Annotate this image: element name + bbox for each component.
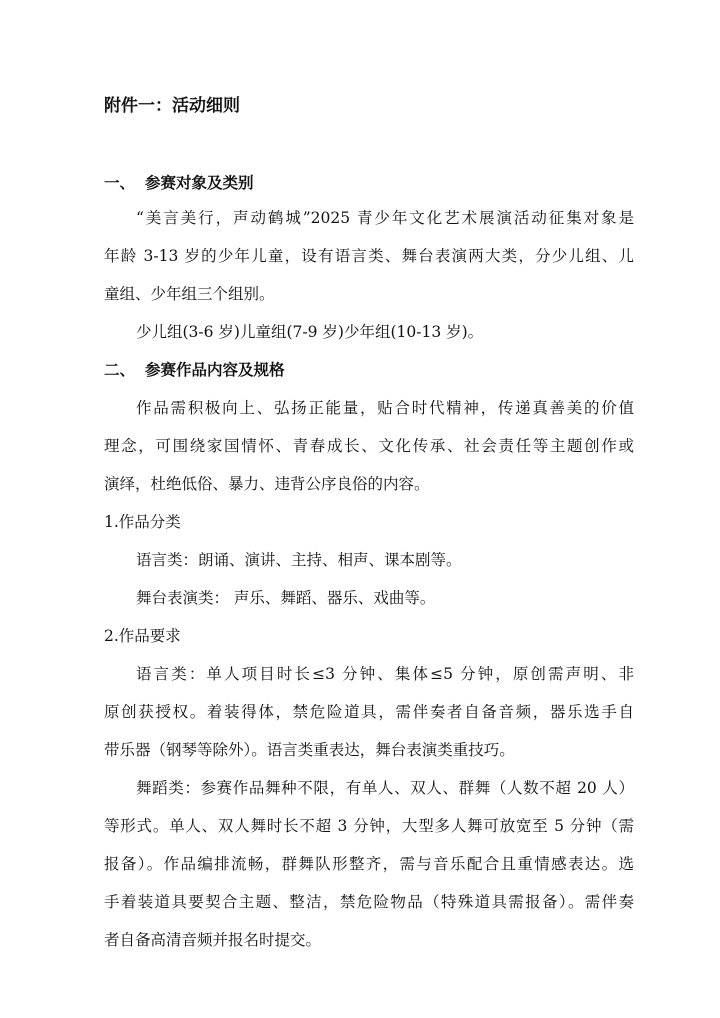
document-title: 附件一：活动细则: [104, 96, 240, 116]
section-1-heading: [104, 172, 254, 194]
subheading-requirements: 2.作品要求: [104, 627, 181, 645]
section-2-title: 参赛作品内容及规格: [145, 361, 285, 379]
dance-req-line-3: 报备）。作品编排流畅，群舞队形整齐，需与音乐配合且重情感表达。选: [104, 855, 634, 873]
dance-req-line-4: 手着装道具要契合主题、整洁，禁危险物品（特殊道具需报备）。需伴奏: [104, 893, 634, 911]
language-req-line-3: 带乐器（钢琴等除外）。语言类重表达，舞台表演类重技巧。: [104, 741, 515, 759]
section-1-title: 参赛对象及类别: [145, 174, 254, 192]
dance-req-line-2: 等形式。单人、双人舞时长不超 3 分钟，大型多人舞可放宽至 5 分钟（需: [104, 817, 634, 835]
subheading-categories: 1.作品分类: [104, 513, 181, 531]
language-req-line-1: 语言类：单人项目时长≤3 分钟、集体≤5 分钟，原创需声明、非: [136, 665, 634, 683]
language-req-line-2: 原创获授权。着装得体，禁危险道具，需伴奏者自备音频，器乐选手自: [104, 703, 634, 721]
age-groups-text: 少儿组(3-6 岁)儿童组(7-9 岁)少年组(10-13 岁)。: [136, 323, 484, 341]
category-stage: 舞台表演类： 声乐、舞蹈、器乐、戏曲等。: [136, 589, 436, 607]
section-1-para-line-2: 年龄 3-13 岁的少年儿童，设有语言类、舞台表演两大类，分少儿组、儿: [104, 247, 634, 265]
section-1-para-line-1: “美言美行，声动鹤城”2025 青少年文化艺术展演活动征集对象是: [136, 209, 634, 227]
section-2-intro-line-3: 演绎，杜绝低俗、暴力、违背公序良俗的内容。: [104, 475, 430, 493]
category-language: 语言类：朗诵、演讲、主持、相声、课本剧等。: [136, 551, 462, 569]
section-1-para-line-3: 童组、少年组三个组别。: [104, 285, 275, 303]
dance-req-line-5: 者自备高清音频并报名时提交。: [104, 931, 322, 949]
section-2-heading: [104, 359, 285, 381]
section-1-number: 一、: [104, 174, 136, 192]
dance-req-line-1: 舞蹈类：参赛作品舞种不限，有单人、双人、群舞（人数不超 20 人）: [136, 779, 634, 797]
section-2-number: 二、: [104, 361, 136, 379]
section-2-intro-line-1: 作品需积极向上、弘扬正能量，贴合时代精神，传递真善美的价值: [136, 399, 634, 417]
section-2-intro-line-2: 理念，可围绕家国情怀、青春成长、文化传承、社会责任等主题创作或: [104, 437, 634, 455]
